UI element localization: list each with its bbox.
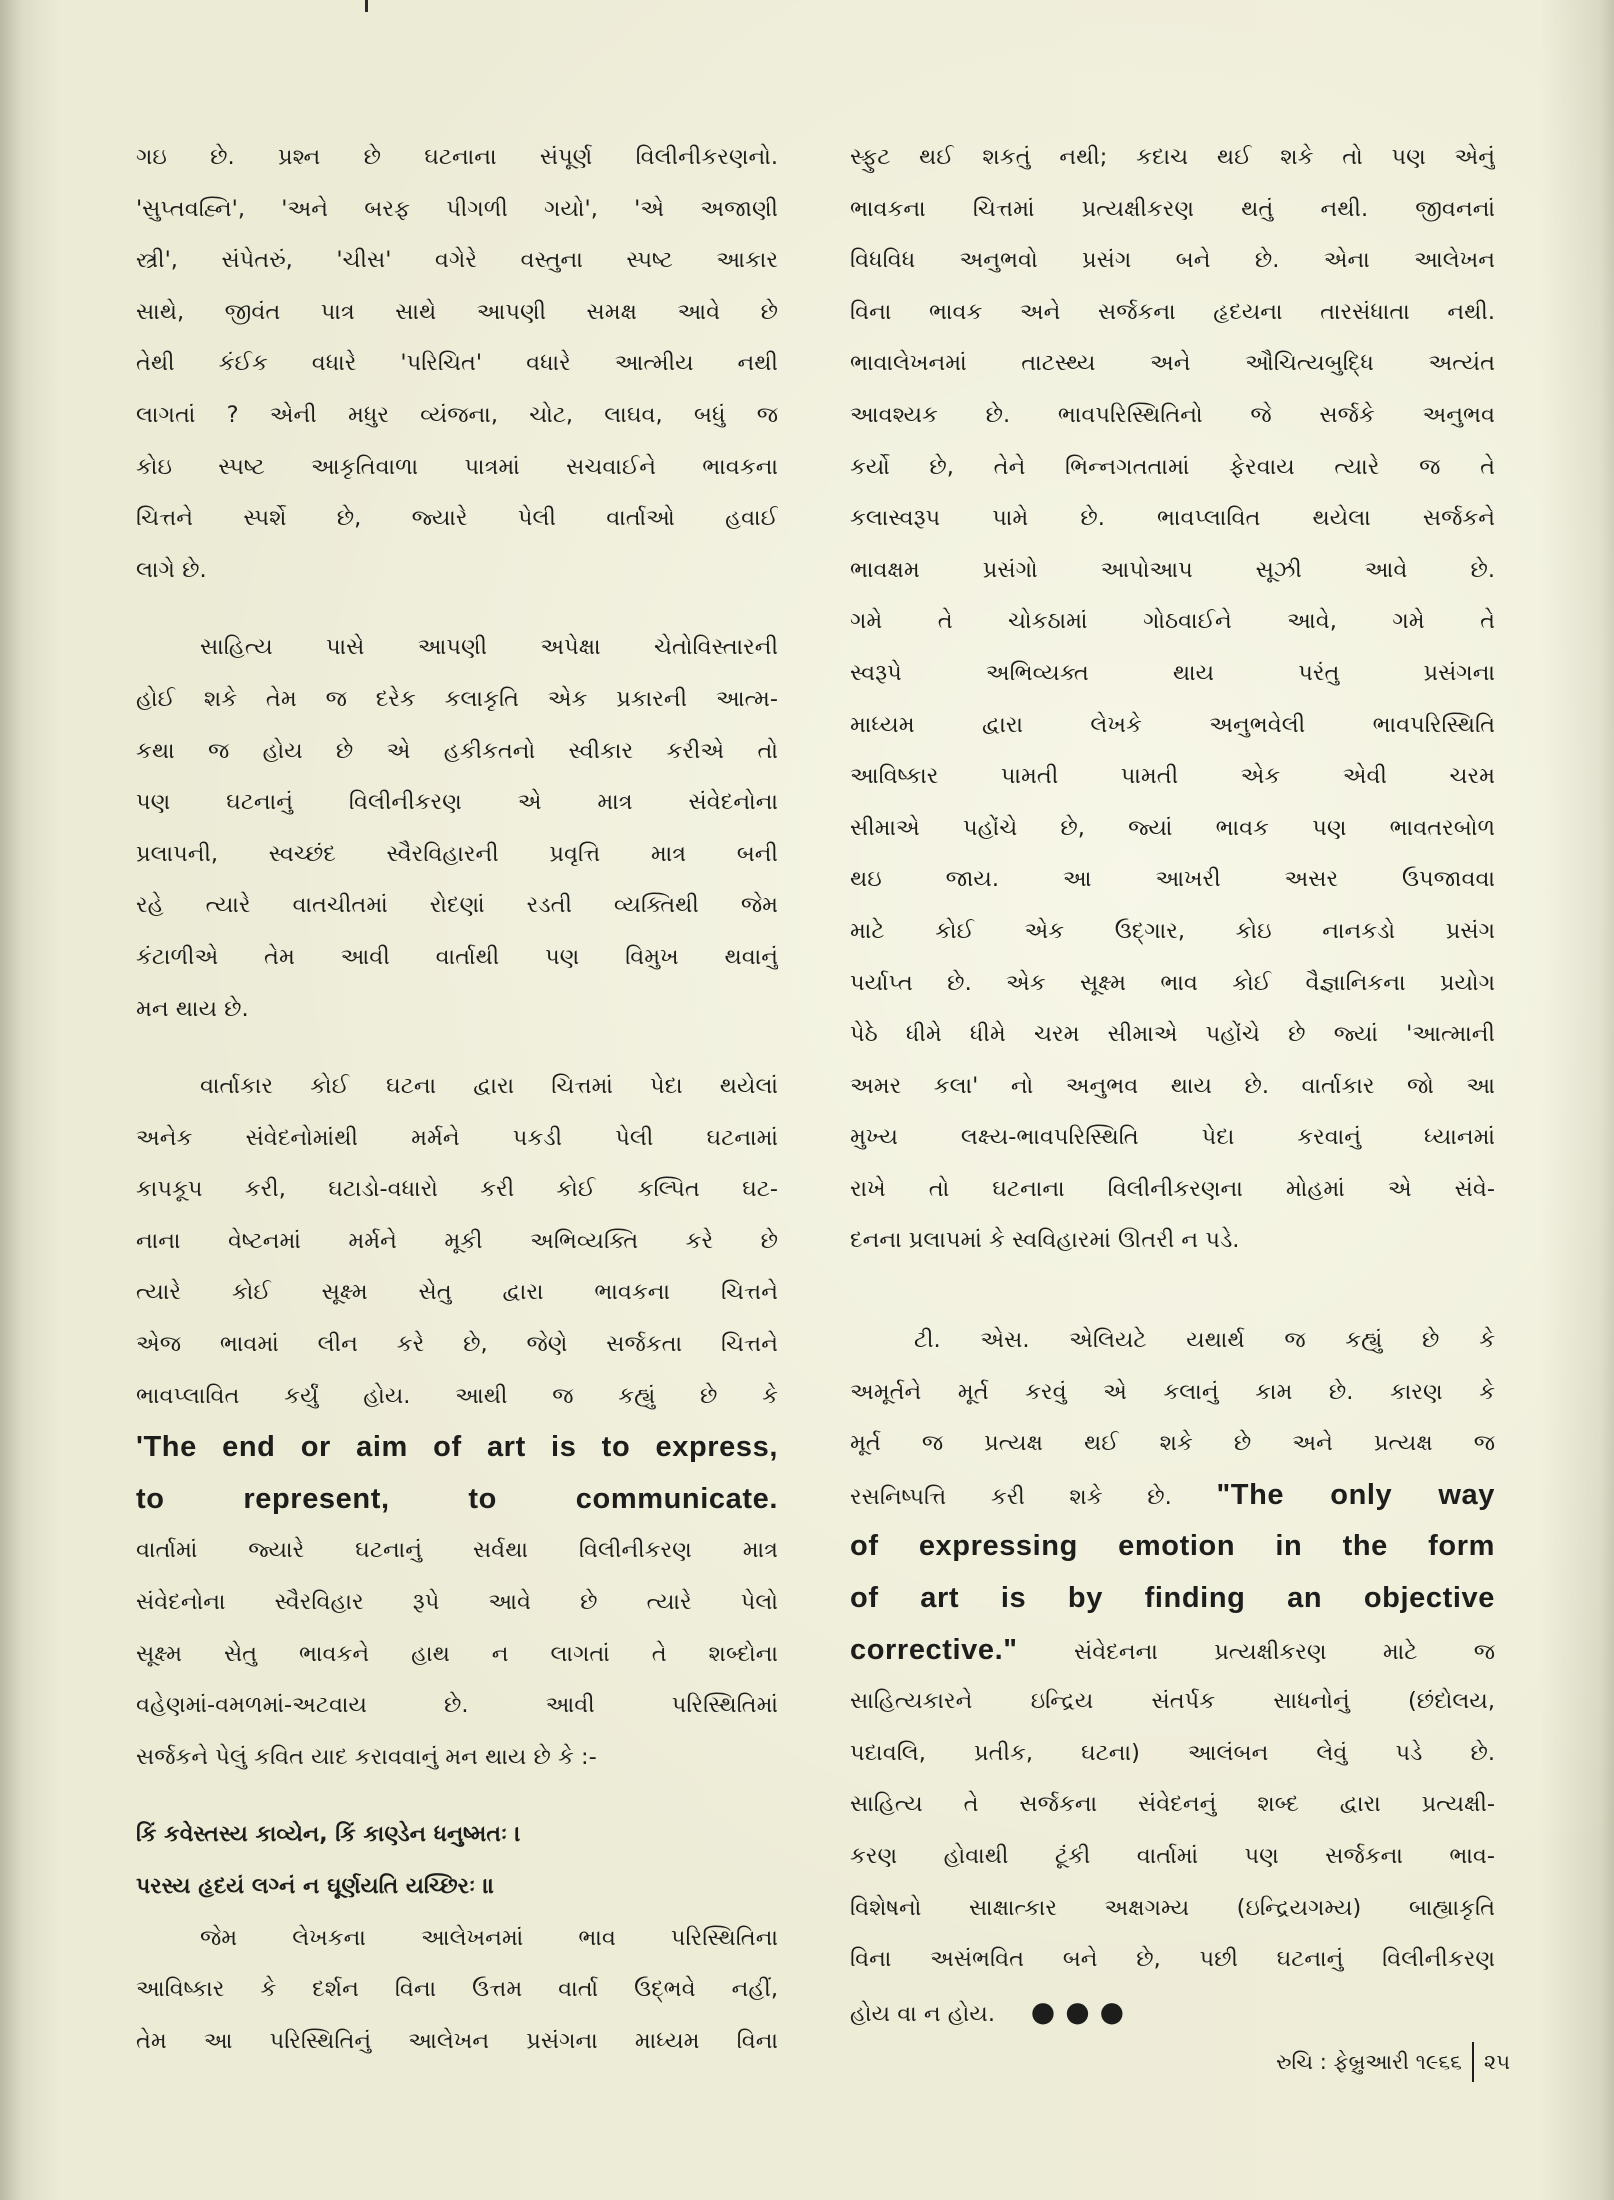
text-line: સ્વરૂપે અભિવ્યક્ત થાય પરંતુ પ્રસંગના [850, 659, 1495, 686]
english-quote-line: of expressing emotion in the form [850, 1530, 1495, 1563]
text-line: તેમ આ પરિસ્થિતિનું આલેખન પ્રસંગના માધ્યમ વિના [136, 2027, 778, 2054]
text-line: વાર્તામાં જ્યારે ઘટનાનું સર્વથા વિલીનીકરણ માત્ર [136, 1537, 778, 1564]
text-line: પેઠે ધીમે ધીમે ચરમ સીમાએ પહોંચે છે જ્યાં 'આત્માની [850, 1021, 1495, 1048]
verse-line: કિં કવેસ્તસ્ય કાવ્યેન, કિં કાણ્ડેન ધનુષ્મતઃ । [136, 1822, 521, 1848]
text-line: એજ ભાવમાં લીન કરે છે, જેણે સર્જકતા ચિત્તને [136, 1331, 778, 1358]
left-para-5 [136, 1913, 778, 2068]
text-line: ગમે તે ચોકઠામાં ગોઠવાઈને આવે, ગમે તે [850, 608, 1495, 635]
english-quote-line: to represent, to communicate. [136, 1482, 778, 1515]
sanskrit-verse [136, 1809, 778, 1912]
left-para-3 [136, 1061, 778, 1783]
text-line: વિધવિધ અનુભવો પ્રસંગ બને છે. એના આલેખન [850, 247, 1495, 274]
text-run: હોય વા ન હોય. [850, 2000, 996, 2027]
text-line: સર્જકને પેલું કવિત યાદ કરાવવાનું મન થાય છે કે :- [136, 1743, 597, 1770]
paragraph-gap [850, 1267, 1495, 1315]
text-line: કર્યો છે, તેને ભિન્નગતતામાં ફેરવાય ત્યારે જ તે [850, 453, 1495, 480]
english-quote-line: of art is by finding an objective [850, 1582, 1495, 1615]
text-line: તેથી કંઈક વધારે 'પરિચિત' વધારે આત્મીય નથી [136, 350, 778, 377]
page-number: ૨૫ [1483, 2050, 1510, 2074]
text-line: ટી. એસ. એલિયટે યથાર્થ જ કહ્યું છે કે [914, 1327, 1495, 1354]
text-line: ગઇ છે. પ્રશ્ન છે ઘટનાના સંપૂર્ણ વિલીનીકરણનો. [136, 144, 778, 170]
text-line: સ્ત્રી', સંપેતરું, 'ચીસ' વગેરે વસ્તુના સ્પષ્ટ આકાર [136, 247, 778, 274]
text-line: સાહિત્ય તે સર્જકના સંવેદનનું શબ્દ દ્વારા પ્રત્યક્ષી- [850, 1791, 1495, 1818]
text-line: રાખે તો ઘટનાના વિલીનીકરણના મોહમાં એ સંવે- [850, 1175, 1495, 1202]
text-line: ભાવપ્લાવિત કર્યું હોય. આથી જ કહ્યું છે કે [136, 1382, 778, 1409]
text-line: કરણ હોવાથી ટૂંકી વાર્તામાં પણ સર્જકના ભાવ- [850, 1843, 1495, 1869]
text-line: સાહિત્યકારને ઇન્દ્રિય સંતર્પક સાધનોનું (છંદોલય, [850, 1688, 1495, 1715]
text-line: આવશ્યક છે. ભાવપરિસ્થિતિનો જે સર્જકે અનુભવ [850, 401, 1495, 428]
left-column [136, 132, 778, 2067]
text-line: 'સુપ્તવહ્નિ', 'અને બરફ પીગળી ગયો', 'એ અજાણી [136, 195, 778, 222]
text-line: અનેક સંવેદનોમાંથી મર્મને પકડી પેલી ઘટનામાં [136, 1124, 778, 1151]
text-line: થઇ જાય. આ આખરી અસર ઉપજાવવા [850, 866, 1495, 893]
mixed-line [850, 1625, 1495, 1677]
footer-divider [1472, 2042, 1474, 2082]
journal-issue: રુચિ : ફેબ્રુઆરી ૧૯૬૬ [1276, 2050, 1462, 2074]
english-quote-start: "The only way [1216, 1478, 1495, 1511]
text-line: વાર્તાકાર કોઈ ઘટના દ્વારા ચિત્તમાં પેદા થયેલાં [200, 1073, 778, 1100]
text-line: પદાવલિ, પ્રતીક, ઘટના) આલંબન લેવું પડે છે. [850, 1739, 1495, 1766]
text-line: પ્રલાપની, સ્વચ્છંદ સ્વૈરવિહારની પ્રવૃત્તિ માત્ર બની [136, 840, 778, 867]
text-line: હોઈ શકે તેમ જ દરેક કલાકૃતિ એક પ્રકારની આત્મ- [136, 685, 778, 712]
text-line: વિશેષનો સાક્ષાત્કાર અક્ષગમ્ય (ઇન્દ્રિયગમ્ય) બાહ્યાકૃતિ [850, 1894, 1495, 1921]
text-line: માધ્યમ દ્વારા લેખકે અનુભવેલી ભાવપરિસ્થિતિ [850, 711, 1495, 738]
left-para-2 [136, 622, 778, 1035]
text-line: કથા જ હોય છે એ હકીકતનો સ્વીકાર કરીએ તો [136, 737, 778, 764]
text-line: સ્ફુટ થઈ શકતું નથી; કદાચ થઈ શકે તો પણ એનું [850, 144, 1495, 170]
text-line: ભાવાલેખનમાં તાટસ્થ્ય અને ઔચિત્યબુદ્ધિ અત્યંત [850, 350, 1495, 377]
text-line: કોઇ સ્પષ્ટ આકૃતિવાળા પાત્રમાં સચવાઈને ભાવકના [136, 453, 778, 480]
page-footer [1130, 2040, 1510, 2084]
text-line: અમૂર્તને મૂર્ત કરવું એ કલાનું કામ છે. કારણ કે [850, 1378, 1495, 1405]
text-line: કંટાળીએ તેમ આવી વાર્તાથી પણ વિમુખ થવાનું [136, 943, 778, 970]
text-line: ત્યારે કોઈ સૂક્ષ્મ સેતુ દ્વારા ભાવકના ચિત્તને [136, 1279, 778, 1306]
mixed-line [850, 1470, 1495, 1522]
text-line: કાપકૂપ કરી, ઘટાડો-વધારો કરી કોઈ કલ્પિત ઘટ- [136, 1176, 778, 1203]
verse-line: પરસ્ય હૃદયં લગ્નં ન ઘૂર્ણયતિ યચ્છિરઃ ॥ [136, 1874, 495, 1899]
text-line: વિના અસંભવિત બને છે, પછી ઘટનાનું વિલીનીકરણ [850, 1946, 1495, 1973]
text-line: સીમાએ પહોંચે છે, જ્યાં ભાવક પણ ભાવતરબોળ [850, 814, 1495, 841]
paragraph-gap [136, 596, 778, 622]
text-line: સંવેદનોના સ્વૈરવિહાર રૂપે આવે છે ત્યારે પેલો [136, 1589, 778, 1616]
text-run: સંવેદનના પ્રત્યક્ષીકરણ માટે જ [1074, 1638, 1495, 1665]
paragraph-gap [136, 1035, 778, 1061]
text-line: અમર કલા' નો અનુભવ થાય છે. વાર્તાકાર જો આ [850, 1072, 1495, 1099]
text-line: વિના ભાવક અને સર્જકના હૃદયના તારસંધાતા નથી. [850, 298, 1495, 325]
right-column [850, 132, 1495, 2037]
left-para-1 [136, 132, 778, 596]
paragraph-gap [136, 1783, 778, 1809]
right-para-2 [850, 1315, 1495, 2037]
text-line: મૂર્ત જ પ્રત્યક્ષ થઈ શકે છે અને પ્રત્યક્ષ જ [850, 1430, 1495, 1457]
english-quote-line: 'The end or aim of art is to express, [136, 1431, 778, 1464]
text-line: સાથે, જીવંત પાત્ર સાથે આપણી સમક્ષ આવે છે [136, 298, 778, 325]
text-line: દનના પ્રલાપમાં કે સ્વવિહારમાં ઊતરી ન પડે. [850, 1227, 1240, 1254]
text-line: આવિષ્કાર કે દર્શન વિના ઉત્તમ વાર્તા ઉદ્ભવે નહીં, [136, 1976, 778, 2003]
text-line: નાના વેષ્ટનમાં મર્મને મૂકી અભિવ્યક્તિ કરે છે [136, 1227, 778, 1254]
text-line: રહે ત્યારે વાતચીતમાં રોદણાં રડતી વ્યક્તિથી જેમ [136, 892, 778, 919]
text-line: લાગતાં ? એની મધુર વ્યંજના, ચોટ, લાઘવ, બધું જ [136, 401, 778, 428]
text-line: જેમ લેખકના આલેખનમાં ભાવ પરિસ્થિતિના [200, 1924, 778, 1951]
text-line: સાહિત્ય પાસે આપણી અપેક્ષા ચેતોવિસ્તારની [200, 634, 778, 661]
right-para-1 [850, 132, 1495, 1267]
text-line: પણ ઘટનાનું વિલીનીકરણ એ માત્ર સંવેદનોના [136, 789, 778, 816]
closing-line [850, 1986, 1495, 2038]
text-line: આવિષ્કાર પામતી પામતી એક એવી ચરમ [850, 763, 1495, 790]
scan-mark [365, 0, 368, 12]
text-line: વહેણમાં-વમળમાં-અટવાય છે. આવી પરિસ્થિતિમાં [136, 1692, 778, 1719]
text-run: રસનિષ્પત્તિ કરી શકે છે. [850, 1483, 1172, 1510]
end-ornament: ●●● [1030, 1994, 1135, 2028]
text-line: ભાવકના ચિત્તમાં પ્રત્યક્ષીકરણ થતું નથી. જીવનનાં [850, 195, 1495, 222]
text-line: સૂક્ષ્મ સેતુ ભાવકને હાથ ન લાગતાં તે શબ્દોના [136, 1640, 778, 1667]
text-line: મન થાય છે. [136, 995, 249, 1022]
text-line: ચિત્તને સ્પર્શે છે, જ્યારે પેલી વાર્તાઓ હવાઈ [136, 505, 778, 532]
text-line: પર્યાપ્ત છે. એક સૂક્ષ્મ ભાવ કોઈ વૈજ્ઞાનિકના પ્રયોગ [850, 969, 1495, 996]
text-line: માટે કોઈ એક ઉદ્ગાર, કોઇ નાનકડો પ્રસંગ [850, 917, 1495, 944]
text-line: ભાવક્ષમ પ્રસંગો આપોઆપ સૂઝી આવે છે. [850, 556, 1495, 583]
english-quote-end: corrective." [850, 1633, 1018, 1666]
text-line: કલાસ્વરૂપ પામે છે. ભાવપ્લાવિત થયેલા સર્જકને [850, 505, 1495, 532]
text-line: મુખ્ય લક્ષ્ય-ભાવપરિસ્થિતિ પેદા કરવાનું ધ્યાનમાં [850, 1124, 1495, 1151]
text-line: લાગે છે. [136, 556, 207, 583]
